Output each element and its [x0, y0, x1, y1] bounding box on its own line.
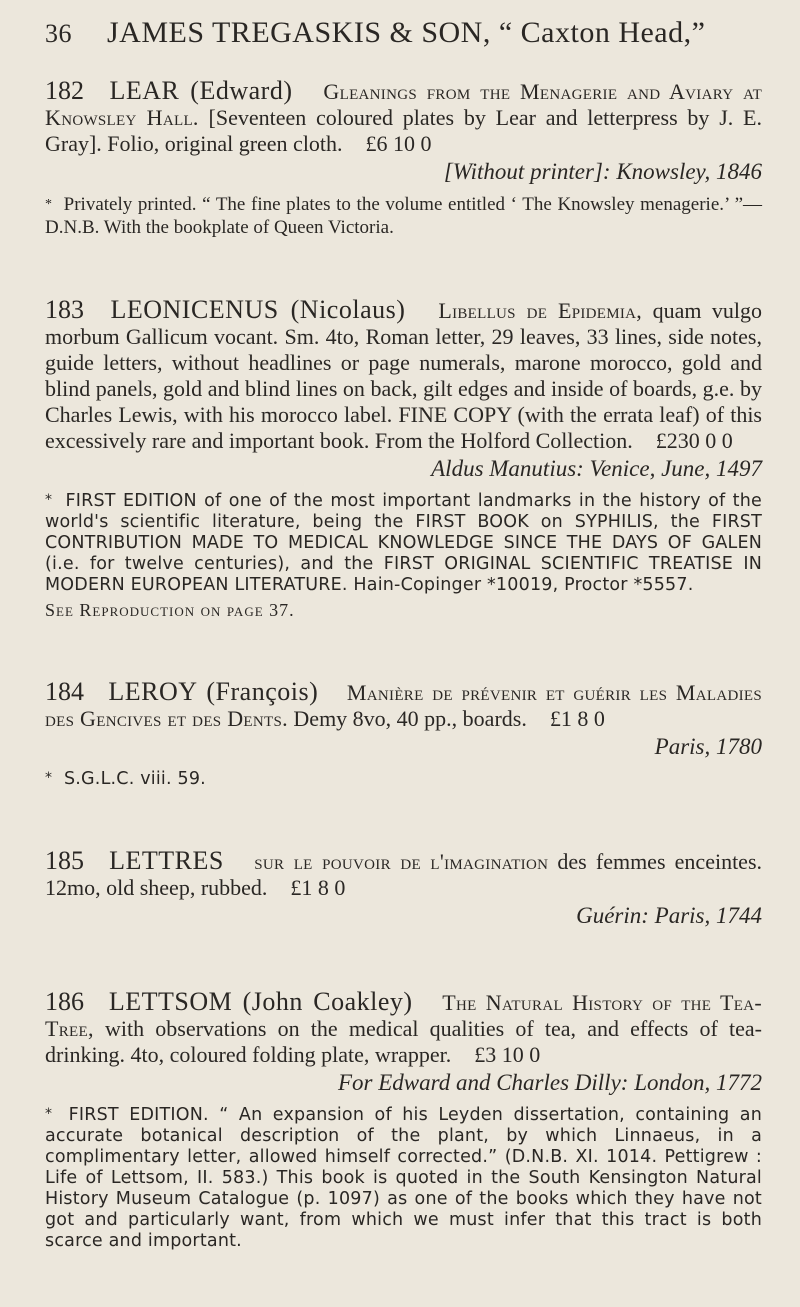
- entry-author: LEROY (François): [108, 677, 319, 706]
- entry-number: 182: [45, 76, 84, 105]
- entry-note: [45, 193, 762, 239]
- entry-price: £6 10 0: [365, 131, 432, 156]
- asterism-mark: *: [45, 1106, 53, 1122]
- asterism-mark: *: [45, 197, 52, 212]
- entry-description: with observations on the medical qualities of tea, and effects of tea-drinking. 4to, coloured folding plate, wrapper.: [45, 1016, 763, 1067]
- entry-note-text: Privately printed. “ The fine plates to the volume entitled ‘ The Knowsley menagerie.’ ”—D.N.B. With the bookplate of Queen Victoria.: [45, 194, 762, 238]
- running-header: [45, 16, 762, 50]
- catalogue-entry: [45, 297, 762, 621]
- entry-number: 183: [45, 295, 84, 324]
- entry-note: [45, 768, 762, 790]
- entry-imprint: Aldus Manutius: Venice, June, 1497: [431, 456, 762, 481]
- entry-note-text: FIRST EDITION. “ An expansion of his Leyden dissertation, containing an accurate botanical description of the plant, by which Linnaeus, in a complimentary letter, allowed himself corrected.” (D.N.B. XI. 1014. Pettigrew : Life of Lettsom, II. 583.) This book is quoted in the South Kensington Natural History Museum Catalogue (p. 1097) as one of the books which they have not got and particularly want, from which we must infer that this tract is both scarce and important.: [45, 1105, 762, 1251]
- entry-number: 184: [45, 677, 84, 706]
- entry-price: £1 8 0: [549, 706, 605, 731]
- asterism-mark: *: [45, 492, 53, 508]
- catalogue-entry: [45, 78, 762, 239]
- entry-title: The Natural History of the Tea-Tree,: [45, 990, 762, 1041]
- catalogue-entry: [45, 848, 762, 931]
- entry-number: 186: [45, 987, 84, 1016]
- entry-author: LEONICENUS (Nicolaus): [110, 295, 406, 324]
- entry-title: Libellus de Epidemia,: [438, 298, 643, 323]
- entry-text: [45, 679, 762, 732]
- catalogue-entry: [45, 679, 762, 790]
- entry-note-text: S.G.L.C. viii. 59.: [63, 769, 206, 789]
- entry-description: des femmes enceintes. 12mo, old sheep, rubbed.: [45, 849, 763, 900]
- entry-imprint: For Edward and Charles Dilly: London, 1772: [337, 1070, 762, 1095]
- entry-price: £1 8 0: [290, 875, 346, 900]
- entry-description: [Seventeen coloured plates by Lear and letterpress by J. E. Gray]. Folio, original green cloth.: [45, 105, 762, 156]
- entry-price: £3 10 0: [474, 1042, 541, 1067]
- entry-author: LETTSOM (John Coakley): [108, 987, 413, 1016]
- entry-note: [45, 490, 762, 596]
- entry-text: [45, 989, 762, 1068]
- catalogue-entry: [45, 989, 762, 1252]
- entry-author: LETTRES: [109, 846, 224, 875]
- entry-note-text: FIRST EDITION of one of the most important landmarks in the history of the world's scientific literature, being the FIRST BOOK on SYPHILIS, the FIRST CONTRIBUTION MADE TO MEDICAL KNOWLEDGE SINCE THE DAYS OF GALEN (i.e. for twelve centuries), and the FIRST ORIGINAL SCIENTIFIC TREATISE IN MODERN EUROPEAN LITERATURE. Hain-Copinger *10019, Proctor *5557.: [45, 491, 762, 595]
- entry-description: Demy 8vo, 40 pp., boards.: [293, 706, 527, 731]
- reproduction-reference: See Reproduction on page 37.: [45, 600, 295, 620]
- entry-title: Gleanings from the Menagerie and Aviary at Knowsley Hall.: [45, 79, 763, 130]
- asterism-mark: *: [45, 770, 53, 786]
- entry-title: Manière de prévenir et guérir les Maladies des Gencives et des Dents.: [45, 680, 762, 731]
- page-number: 36: [45, 19, 72, 48]
- entry-imprint: Guérin: Paris, 1744: [576, 903, 762, 928]
- entry-author: LEAR (Edward): [109, 76, 293, 105]
- entry-text: [45, 848, 762, 901]
- entry-imprint: [Without printer]: Knowsley, 1846: [443, 159, 762, 184]
- entry-title: sur le pouvoir de l'imagination: [254, 849, 549, 874]
- entry-price: £230 0 0: [655, 428, 733, 453]
- entry-imprint: Paris, 1780: [654, 734, 762, 759]
- running-title: JAMES TREGASKIS & SON, “ Caxton Head,”: [107, 16, 706, 49]
- entry-note: [45, 1104, 762, 1252]
- entry-number: 185: [45, 846, 84, 875]
- entry-description: quam vulgo morbum Gallicum vocant. Sm. 4to, Roman letter, 29 leaves, 33 lines, side notes, guide letters, without headlines or page numerals, marone morocco, gold and blind panels, gold and blind lines on back, gilt edges and inside of boards, g.e. by Charles Lewis, with his morocco label. FINE COPY (with the errata leaf) of this excessively rare and important book. From the Holford Collection.: [45, 298, 763, 453]
- entry-text: [45, 297, 762, 454]
- entry-text: [45, 78, 762, 157]
